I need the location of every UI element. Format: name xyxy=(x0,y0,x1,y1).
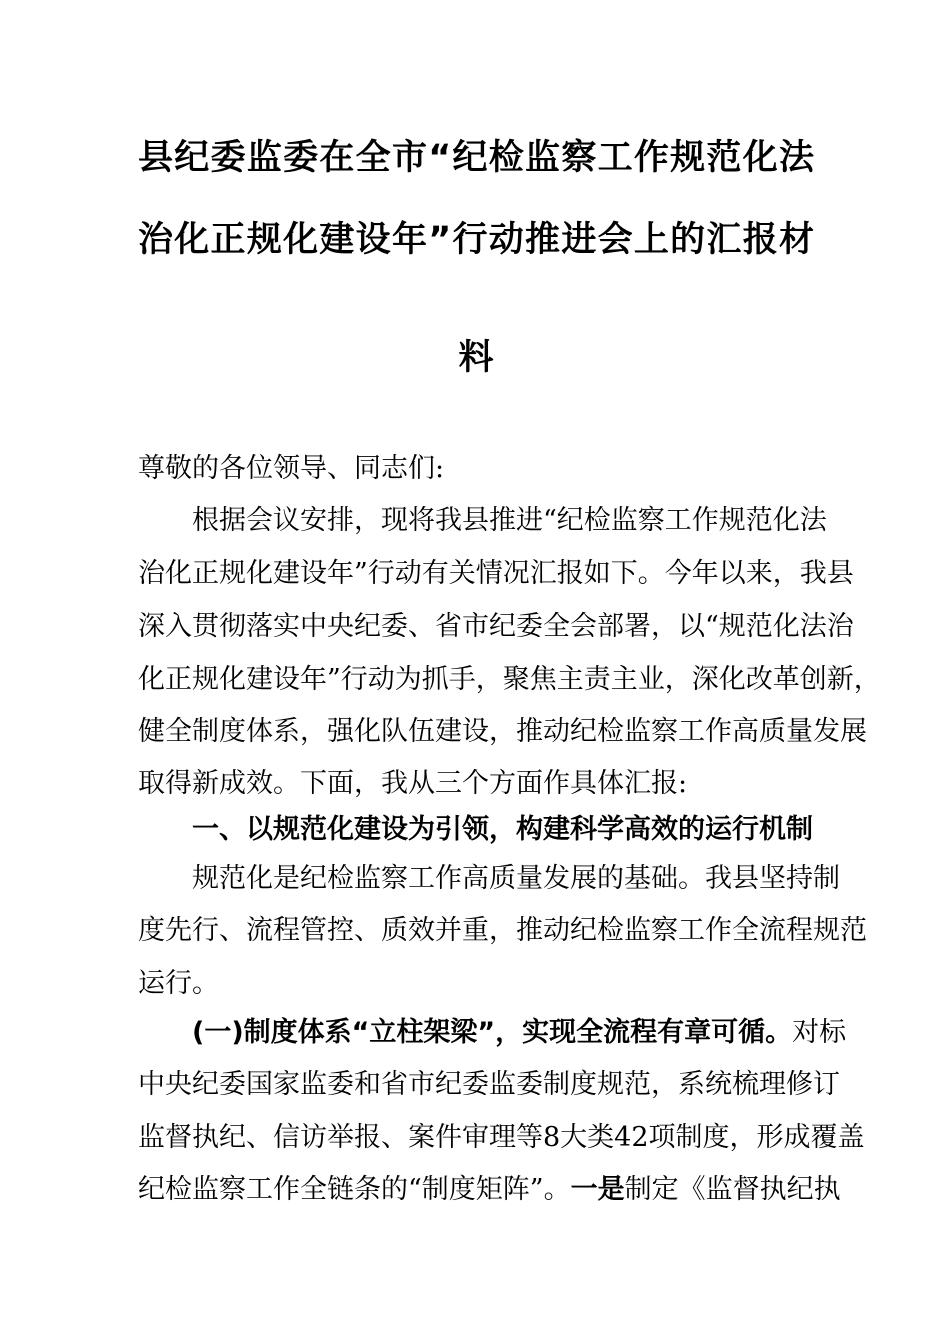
subsection-text: 制定《监督执纪执 xyxy=(624,1174,841,1205)
intro-line: 取得新成效。下面，我从三个方面作具体汇报: xyxy=(138,768,688,799)
intro-line: 根据会议安排，现将我县推进“纪检监察工作规范化法 xyxy=(192,505,827,536)
intro-line: 深入贯彻落实中央纪委、省市纪委全会部署，以“规范化法治 xyxy=(138,611,854,642)
title-line: 县纪委监委在全市“纪检监察工作规范化法 xyxy=(138,138,814,178)
subsection-line: 监督执纪、信访举报、案件审理等8大类42项制度，形成覆盖 xyxy=(138,1122,865,1153)
subsection-text: 纪检监察工作全链条的“制度矩阵”。 xyxy=(138,1174,571,1205)
intro-line: 治化正规化建设年”行动有关情况汇报如下。今年以来，我县 xyxy=(138,558,854,589)
subsection-line xyxy=(138,1174,841,1206)
subsection-first-line xyxy=(138,1017,847,1049)
title-line: 治化正规化建设年”行动推进会上的汇报材 xyxy=(138,220,814,260)
section-para-line: 度先行、流程管控、质效并重，推动纪检监察工作全流程规范 xyxy=(138,915,867,946)
enumeration-bold: 一是 xyxy=(570,1174,625,1205)
subsection-heading: (一)制度体系“立柱架梁”，实现全流程有章可循。 xyxy=(192,1017,793,1048)
intro-line: 化正规化建设年”行动为抓手，聚焦主责主业，深化改革创新， xyxy=(138,664,881,695)
title-line: 料 xyxy=(458,338,494,378)
subsection-text: 对标 xyxy=(792,1017,847,1048)
section-para-line: 规范化是纪检监察工作高质量发展的基础。我县坚持制 xyxy=(192,863,840,894)
section-heading: 一、以规范化建设为引领，构建科学高效的运行机制 xyxy=(192,814,813,845)
section-para-line: 运行。 xyxy=(138,968,219,999)
subsection-line: 中央纪委国家监委和省市纪委监委制度规范，系统梳理修订 xyxy=(138,1069,840,1100)
salutation: 尊敬的各位领导、同志们: xyxy=(138,453,445,484)
intro-line: 健全制度体系，强化队伍建设，推动纪检监察工作高质量发展 xyxy=(138,716,867,747)
